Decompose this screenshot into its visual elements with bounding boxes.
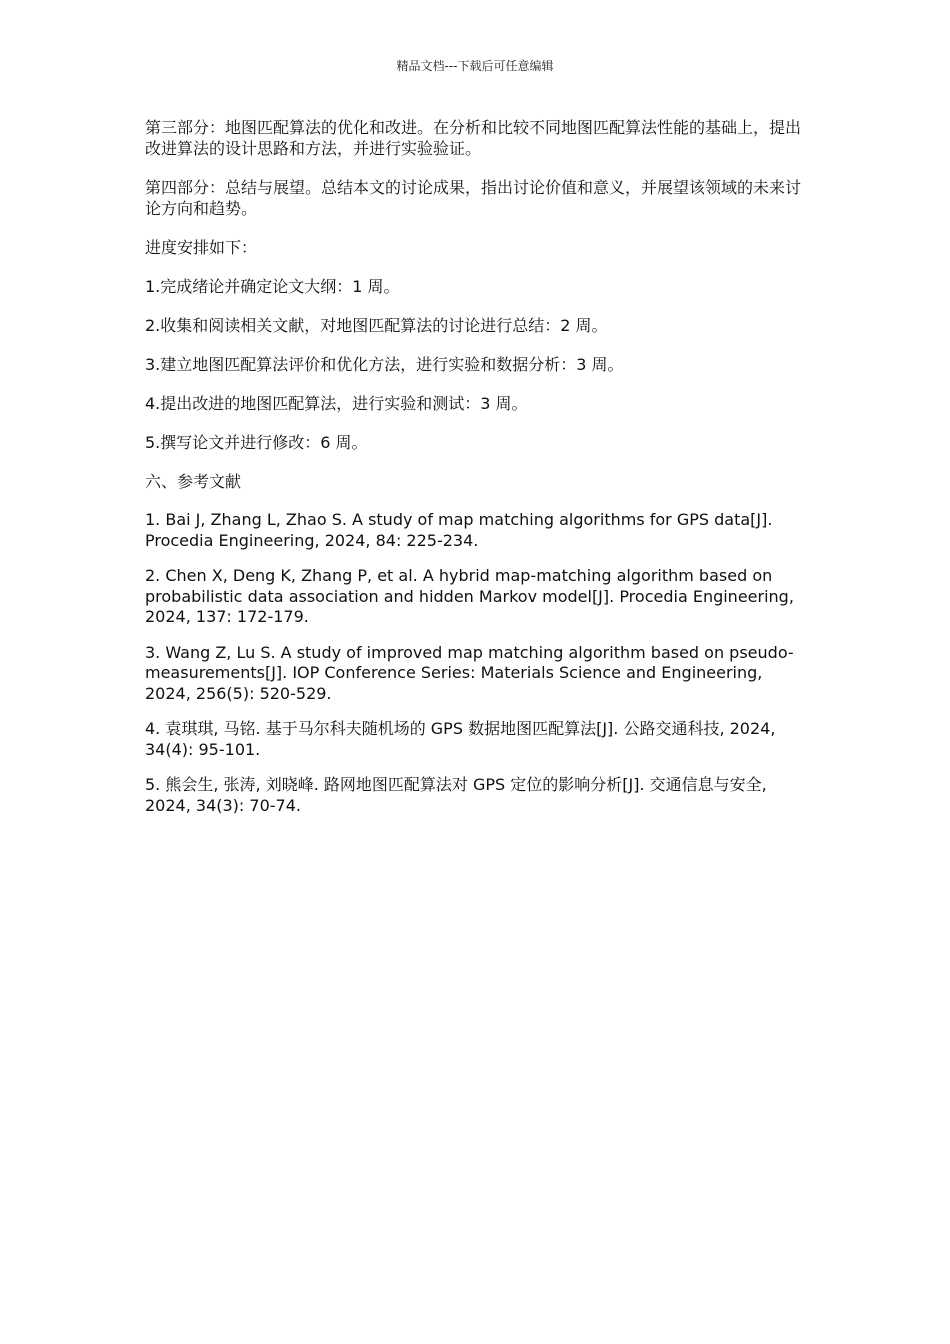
reference-item-4: 4. 袁琪琪, 马铭. 基于马尔科夫随机场的 GPS 数据地图匹配算法[J]. 公路交通科技, 2024, 34(4): 95-101.: [145, 719, 776, 759]
document-body: [145, 117, 809, 831]
schedule-item-5: 5.撰写论文并进行修改：6 周。: [145, 433, 368, 452]
schedule-heading: 进度安排如下：: [145, 238, 258, 257]
schedule-item-3: 3.建立地图匹配算法评价和优化方法，进行实验和数据分析：3 周。: [145, 355, 624, 374]
reference-item-1: 1. Bai J, Zhang L, Zhao S. A study of map matching algorithms for GPS data[J]. Procedia Engineering, 2024, 84: 225-234.: [145, 510, 773, 550]
schedule-item-4: 4.提出改进的地图匹配算法，进行实验和测试：3 周。: [145, 394, 528, 413]
reference-item-5: 5. 熊会生, 张涛, 刘晓峰. 路网地图匹配算法对 GPS 定位的影响分析[J]. 交通信息与安全, 2024, 34(3): 70-74.: [145, 775, 767, 815]
schedule-item-2: 2.收集和阅读相关文献，对地图匹配算法的讨论进行总结：2 周。: [145, 316, 608, 335]
schedule-item-1: 1.完成绪论并确定论文大纲：1 周。: [145, 277, 400, 296]
reference-item-3: 3. Wang Z, Lu S. A study of improved map matching algorithm based on pseudo-measurements[J]. IOP Conference Series: Materials Science and Engineering, 2024, 256(5): 520-529.: [145, 642, 794, 703]
paragraph-part-three: 第三部分：地图匹配算法的优化和改进。在分析和比较不同地图匹配算法性能的基础上，提出改进算法的设计思路和方法，并进行实验验证。: [145, 118, 802, 158]
references-heading: 六、参考文献: [145, 472, 242, 491]
page-header: 精品文档---下载后可任意编辑: [396, 59, 554, 73]
reference-item-2: 2. Chen X, Deng K, Zhang P, et al. A hybrid map-matching algorithm based on probabilistic data association and hidden Markov model[J]. Procedia Engineering, 2024, 137: 172-179.: [145, 566, 794, 626]
paragraph-part-four: 第四部分：总结与展望。总结本文的讨论成果，指出讨论价值和意义，并展望该领域的未来讨论方向和趋势。: [145, 178, 802, 218]
